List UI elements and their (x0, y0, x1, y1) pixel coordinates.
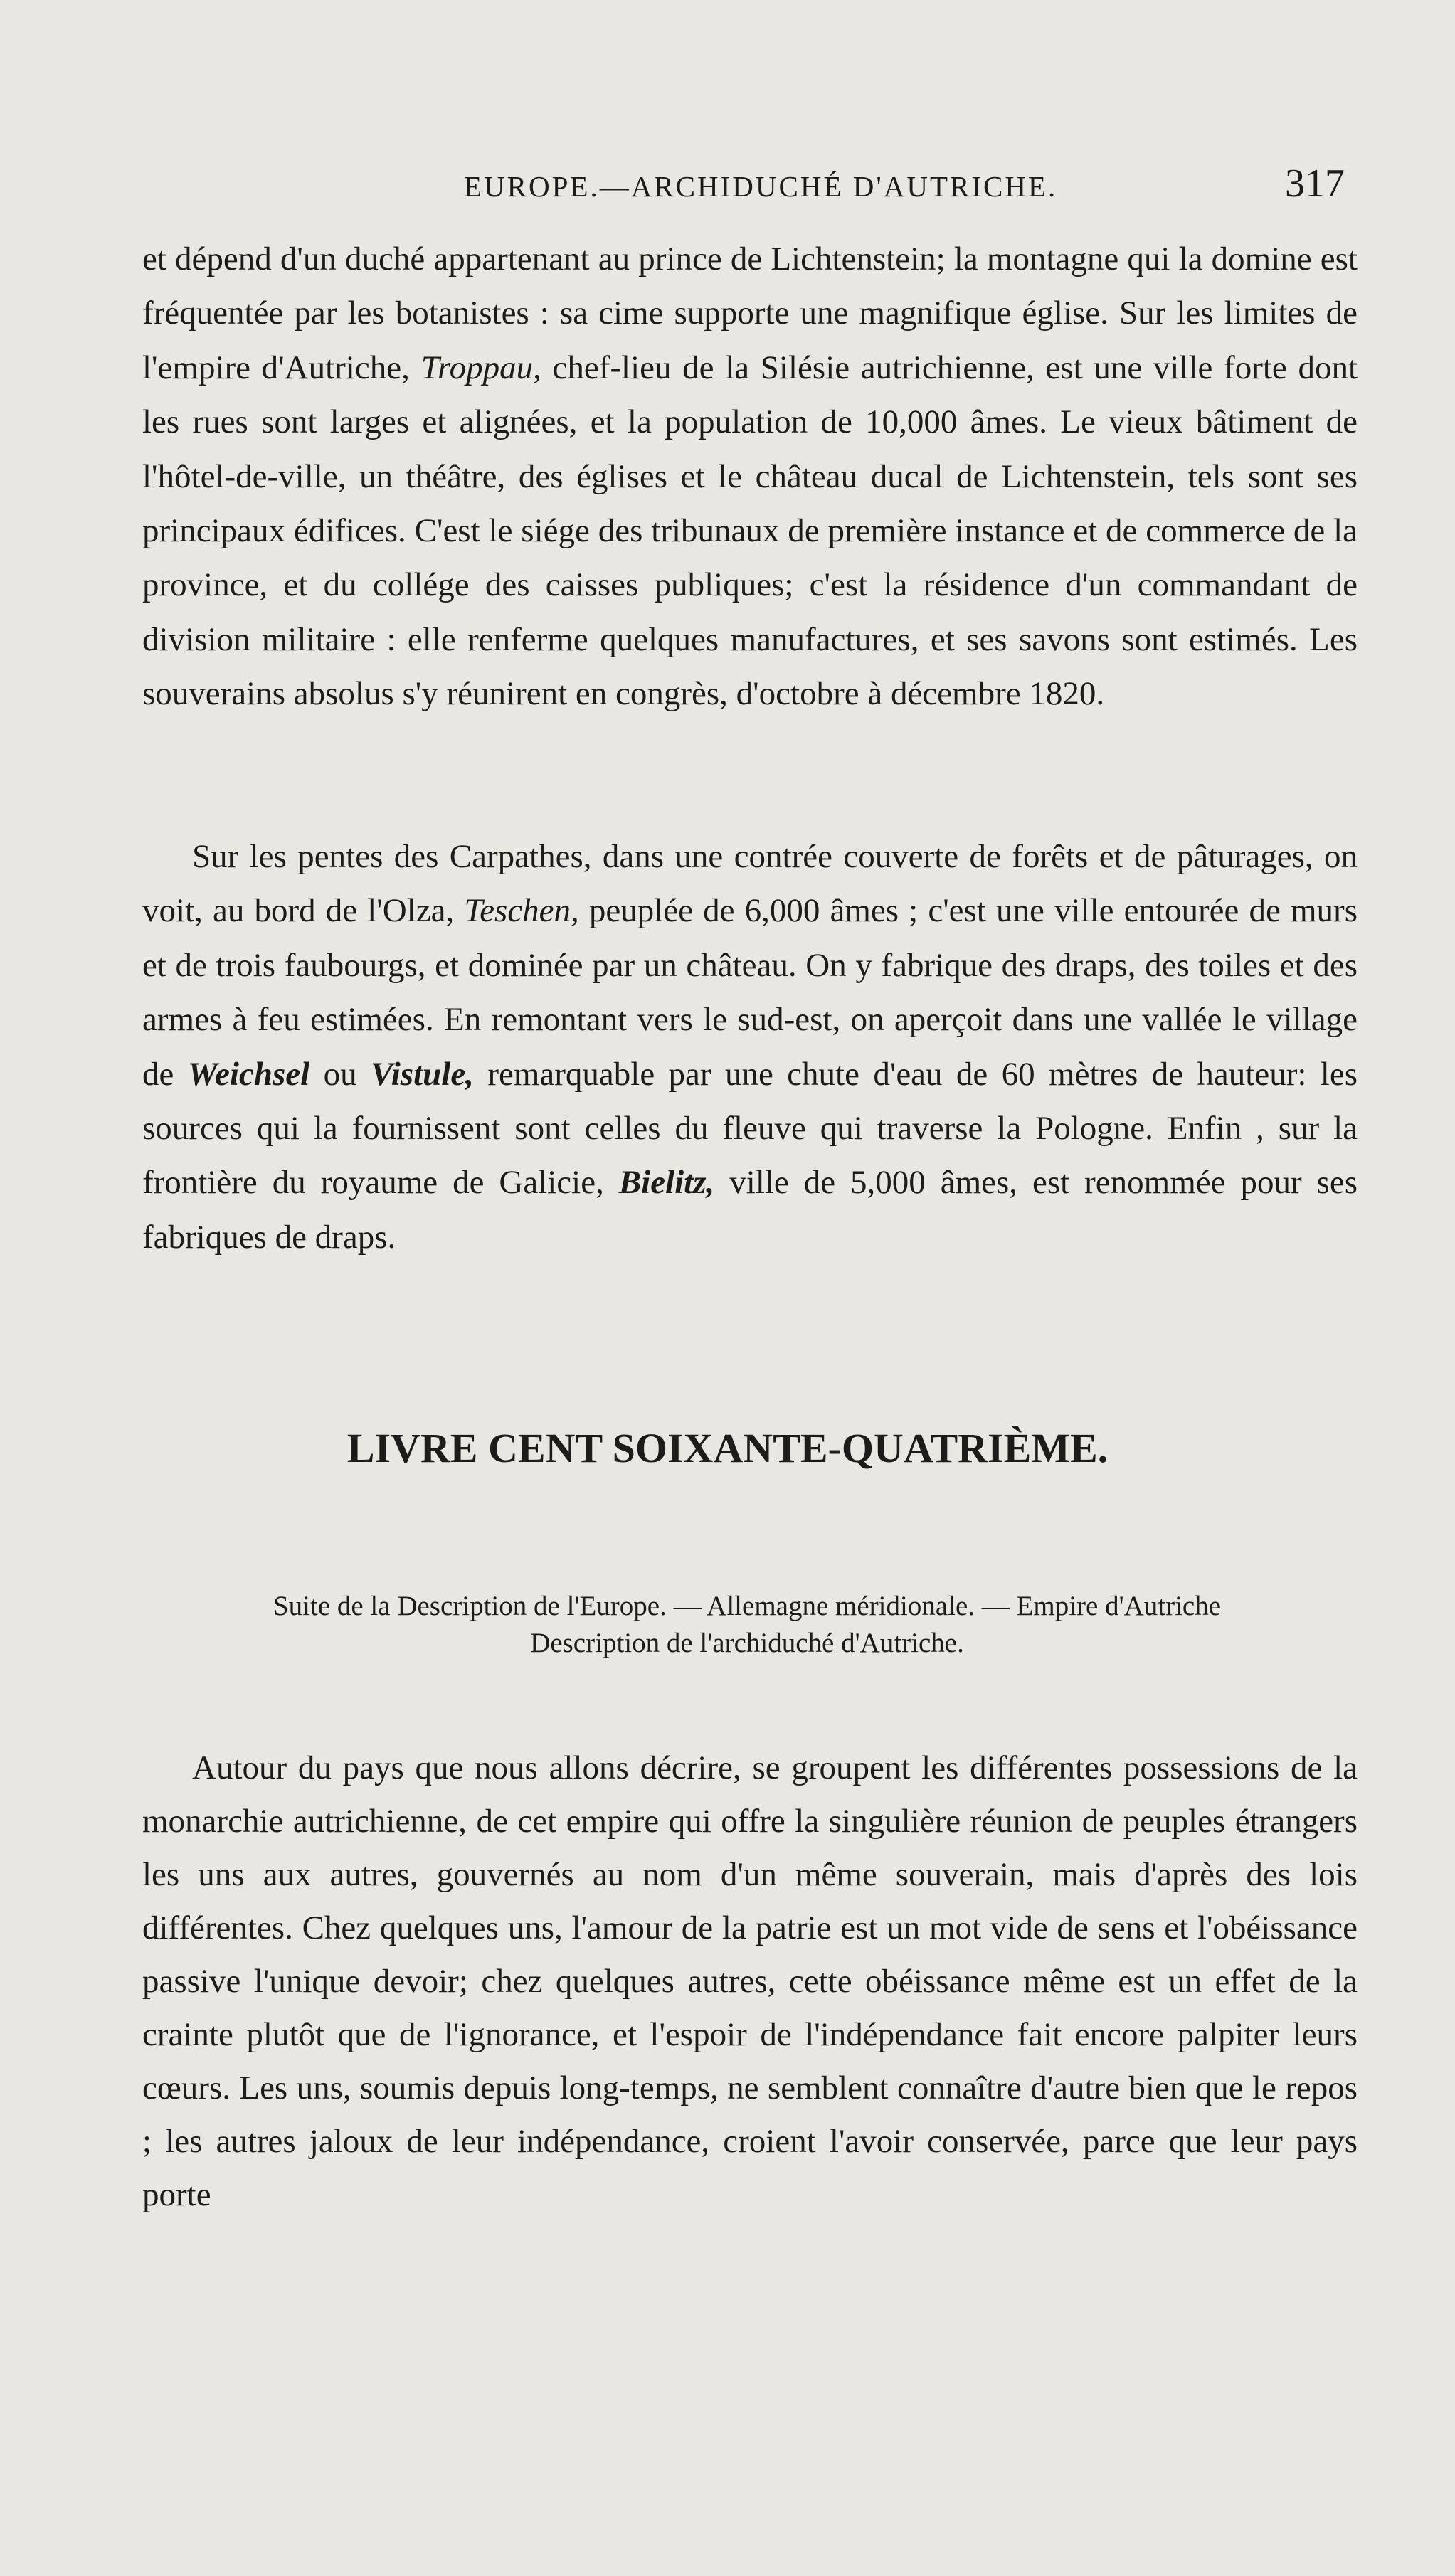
paragraph-teschen (142, 829, 1358, 1264)
place-name-weichsel: Weichsel (187, 1055, 310, 1093)
page-header (142, 154, 1352, 218)
paragraph-text: chef-lieu de la Silésie autrichienne, est une ville forte dont les rues sont larges et alignées, et la population de 10,000 âmes. Le vieux bâtiment de l'hôtel-de-ville, un théâtre, des églises et le château ducal de Lichtenstein, tels sont ses principaux édifices. C'est le siége des tribunaux de première instance et de commerce de la province, et du collége des caisses publiques; c'est la résidence d'un commandant de division militaire : elle renferme quelques manufactures, et ses savons sont estimés. Les souverains absolus s'y réunirent en congrès, d'octobre à décembre 1820. (142, 349, 1358, 713)
place-name-teschen: Teschen, (464, 892, 579, 930)
paragraph-text: peuplée de 6,000 âmes ; c'est une ville entourée de murs et de trois faubourgs, et dominée par un château. On y fabrique des draps, des toiles et des armes à feu estimées. En remontant vers le sud-est, on aperçoit dans une vallée le village de (142, 892, 1358, 1093)
paragraph-text: remarquable par une chute d'eau de 60 mètres de hauteur: les sources qui la fournissent sont celles du fleuve qui traverse la Pologne. Enfin , sur la frontière du royaume de Galicie, (142, 1055, 1358, 1202)
running-head: EUROPE.—ARCHIDUCHÉ D'AUTRICHE. (464, 170, 1058, 203)
place-name-troppau: Troppau, (420, 349, 541, 386)
paragraph-text: ou (309, 1055, 371, 1093)
paragraph-text: Sur les pentes des Carpathes, dans une contrée couverte de forêts et de pâturages, on voit, au bord de l'Olza, (142, 838, 1358, 930)
subtitle-line: Description de l'archiduché d'Autriche. (530, 1628, 964, 1658)
paragraph-autour: Autour du pays que nous allons décrire, se groupent les différentes possessions de la monarchie autrichienne, de cet empire qui offre la singulière réunion de peuples étrangers les uns aux autres, gouvernés au nom d'un même souverain, mais d'après des lois différentes. Chez quelques uns, l'amour de la patrie est un mot vide de sens et l'obéissance passive l'unique devoir; chez quelques autres, cette obéissance même est un effet de la crainte plutôt que de l'ignorance, et l'espoir de l'indépendance fait encore palpiter leurs cœurs. Les uns, soumis depuis long-temps, ne semblent connaître d'autre bien que le repos ; les autres jaloux de leur indépendance, croient l'avoir conservée, parce que leur pays porte (142, 1749, 1358, 2213)
paragraph-text: ville de 5,000 âmes, est renommée pour ses fabriques de draps. (142, 1164, 1358, 1256)
place-name-vistule: Vistule, (370, 1055, 474, 1093)
paragraph-text: et dépend d'un duché appartenant au prince de Lichtenstein; la montagne qui la domine est fréquentée par les botanistes : sa cime supporte une magnifique église. Sur les limites de l'empire d'Autriche, (142, 240, 1358, 386)
subtitle-line: Suite de la Description de l'Europe. — Allemagne méridionale. — Empire d'Autriche (273, 1591, 1222, 1621)
page-number: 317 (1285, 161, 1345, 206)
book-title: LIVRE CENT SOIXANTE-QUATRIÈME. (346, 1425, 1109, 1471)
paragraph-troppau (142, 232, 1358, 721)
book-subtitle (135, 1588, 1359, 1662)
place-name-bielitz: Bielitz, (618, 1164, 715, 1202)
